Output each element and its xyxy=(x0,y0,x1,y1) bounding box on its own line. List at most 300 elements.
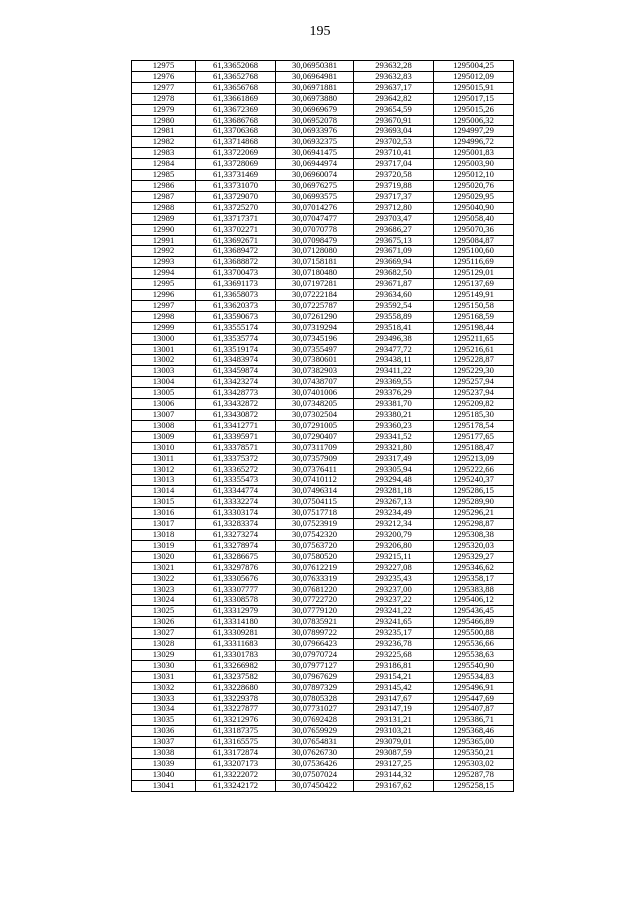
x-coordinate-cell: 293144,32 xyxy=(354,769,434,780)
table-row xyxy=(132,410,514,421)
x-coordinate-cell: 293411,22 xyxy=(354,366,434,377)
x-coordinate-cell: 293103,21 xyxy=(354,726,434,737)
table-row xyxy=(132,704,514,715)
longitude-cell: 30,07311709 xyxy=(276,442,354,453)
x-coordinate-cell: 293686,27 xyxy=(354,224,434,235)
longitude-cell: 30,06944974 xyxy=(276,159,354,170)
latitude-cell: 61,33689472 xyxy=(196,246,276,257)
point-number-cell: 13031 xyxy=(132,671,196,682)
x-coordinate-cell: 293200,79 xyxy=(354,529,434,540)
point-number-cell: 13021 xyxy=(132,562,196,573)
x-coordinate-cell: 293671,09 xyxy=(354,246,434,257)
x-coordinate-cell: 293237,00 xyxy=(354,584,434,595)
latitude-cell: 61,33661869 xyxy=(196,93,276,104)
table-row xyxy=(132,715,514,726)
latitude-cell: 61,33620373 xyxy=(196,300,276,311)
point-number-cell: 13023 xyxy=(132,584,196,595)
table-row xyxy=(132,148,514,159)
y-coordinate-cell: 1295358,17 xyxy=(434,573,514,584)
longitude-cell: 30,06941475 xyxy=(276,148,354,159)
latitude-cell: 61,33344774 xyxy=(196,486,276,497)
latitude-cell: 61,33428773 xyxy=(196,388,276,399)
longitude-cell: 30,07563720 xyxy=(276,540,354,551)
y-coordinate-cell: 1295209,82 xyxy=(434,399,514,410)
longitude-cell: 30,07128080 xyxy=(276,246,354,257)
point-number-cell: 13001 xyxy=(132,344,196,355)
longitude-cell: 30,07970724 xyxy=(276,649,354,660)
longitude-cell: 30,07401006 xyxy=(276,388,354,399)
y-coordinate-cell: 1295168,59 xyxy=(434,311,514,322)
longitude-cell: 30,07070778 xyxy=(276,224,354,235)
table-row xyxy=(132,617,514,628)
x-coordinate-cell: 293637,17 xyxy=(354,82,434,93)
latitude-cell: 61,33483974 xyxy=(196,355,276,366)
y-coordinate-cell: 1295258,15 xyxy=(434,780,514,791)
latitude-cell: 61,33725270 xyxy=(196,202,276,213)
table-row xyxy=(132,180,514,191)
x-coordinate-cell: 293145,42 xyxy=(354,682,434,693)
x-coordinate-cell: 293236,78 xyxy=(354,639,434,650)
point-number-cell: 13022 xyxy=(132,573,196,584)
x-coordinate-cell: 293267,13 xyxy=(354,497,434,508)
y-coordinate-cell: 1295289,90 xyxy=(434,497,514,508)
x-coordinate-cell: 293438,11 xyxy=(354,355,434,366)
x-coordinate-cell: 293127,25 xyxy=(354,759,434,770)
table-row xyxy=(132,682,514,693)
table-row xyxy=(132,573,514,584)
x-coordinate-cell: 293186,81 xyxy=(354,660,434,671)
y-coordinate-cell: 1295386,71 xyxy=(434,715,514,726)
table-row xyxy=(132,213,514,224)
y-coordinate-cell: 1295407,87 xyxy=(434,704,514,715)
longitude-cell: 30,07580520 xyxy=(276,551,354,562)
latitude-cell: 61,33311683 xyxy=(196,639,276,650)
y-coordinate-cell: 1295257,94 xyxy=(434,377,514,388)
longitude-cell: 30,07410112 xyxy=(276,475,354,486)
longitude-cell: 30,06993575 xyxy=(276,191,354,202)
latitude-cell: 61,33702271 xyxy=(196,224,276,235)
point-number-cell: 13007 xyxy=(132,410,196,421)
longitude-cell: 30,07380601 xyxy=(276,355,354,366)
table-row xyxy=(132,159,514,170)
point-number-cell: 13013 xyxy=(132,475,196,486)
x-coordinate-cell: 293669,94 xyxy=(354,257,434,268)
x-coordinate-cell: 293131,21 xyxy=(354,715,434,726)
point-number-cell: 12982 xyxy=(132,137,196,148)
x-coordinate-cell: 293693,04 xyxy=(354,126,434,137)
y-coordinate-cell: 1295365,00 xyxy=(434,737,514,748)
latitude-cell: 61,33303174 xyxy=(196,508,276,519)
point-number-cell: 12987 xyxy=(132,191,196,202)
longitude-cell: 30,07180480 xyxy=(276,268,354,279)
point-number-cell: 12991 xyxy=(132,235,196,246)
table-row xyxy=(132,322,514,333)
latitude-cell: 61,33365272 xyxy=(196,464,276,475)
latitude-cell: 61,33731469 xyxy=(196,170,276,181)
latitude-cell: 61,33395971 xyxy=(196,431,276,442)
longitude-cell: 30,06960074 xyxy=(276,170,354,181)
x-coordinate-cell: 293381,70 xyxy=(354,399,434,410)
longitude-cell: 30,07633319 xyxy=(276,573,354,584)
latitude-cell: 61,33555174 xyxy=(196,322,276,333)
latitude-cell: 61,33412771 xyxy=(196,420,276,431)
latitude-cell: 61,33722069 xyxy=(196,148,276,159)
x-coordinate-cell: 293682,50 xyxy=(354,268,434,279)
x-coordinate-cell: 293154,21 xyxy=(354,671,434,682)
longitude-cell: 30,06969679 xyxy=(276,104,354,115)
point-number-cell: 12986 xyxy=(132,180,196,191)
longitude-cell: 30,07692428 xyxy=(276,715,354,726)
latitude-cell: 61,33375372 xyxy=(196,453,276,464)
table-row xyxy=(132,191,514,202)
point-number-cell: 12985 xyxy=(132,170,196,181)
table-row xyxy=(132,551,514,562)
x-coordinate-cell: 293147,67 xyxy=(354,693,434,704)
y-coordinate-cell: 1295029,95 xyxy=(434,191,514,202)
table-row xyxy=(132,268,514,279)
longitude-cell: 30,07450422 xyxy=(276,780,354,791)
latitude-cell: 61,33423274 xyxy=(196,377,276,388)
longitude-cell: 30,07517718 xyxy=(276,508,354,519)
y-coordinate-cell: 1295188,47 xyxy=(434,442,514,453)
longitude-cell: 30,07302504 xyxy=(276,410,354,421)
table-row xyxy=(132,202,514,213)
longitude-cell: 30,07731027 xyxy=(276,704,354,715)
latitude-cell: 61,33314180 xyxy=(196,617,276,628)
point-number-cell: 13030 xyxy=(132,660,196,671)
y-coordinate-cell: 1295296,21 xyxy=(434,508,514,519)
latitude-cell: 61,33172874 xyxy=(196,748,276,759)
point-number-cell: 12989 xyxy=(132,213,196,224)
point-number-cell: 12992 xyxy=(132,246,196,257)
longitude-cell: 30,07047477 xyxy=(276,213,354,224)
table-row xyxy=(132,442,514,453)
point-number-cell: 13032 xyxy=(132,682,196,693)
table-row xyxy=(132,508,514,519)
latitude-cell: 61,33187375 xyxy=(196,726,276,737)
y-coordinate-cell: 1295020,76 xyxy=(434,180,514,191)
latitude-cell: 61,33688872 xyxy=(196,257,276,268)
point-number-cell: 13016 xyxy=(132,508,196,519)
x-coordinate-cell: 293241,65 xyxy=(354,617,434,628)
x-coordinate-cell: 293717,04 xyxy=(354,159,434,170)
point-number-cell: 13025 xyxy=(132,606,196,617)
latitude-cell: 61,33207173 xyxy=(196,759,276,770)
latitude-cell: 61,33312979 xyxy=(196,606,276,617)
x-coordinate-cell: 293167,62 xyxy=(354,780,434,791)
latitude-cell: 61,33266982 xyxy=(196,660,276,671)
table-row xyxy=(132,759,514,770)
x-coordinate-cell: 293671,87 xyxy=(354,279,434,290)
x-coordinate-cell: 293477,72 xyxy=(354,344,434,355)
x-coordinate-cell: 293225,68 xyxy=(354,649,434,660)
latitude-cell: 61,33652768 xyxy=(196,71,276,82)
table-row xyxy=(132,388,514,399)
latitude-cell: 61,33228680 xyxy=(196,682,276,693)
y-coordinate-cell: 1295368,46 xyxy=(434,726,514,737)
latitude-cell: 61,33535774 xyxy=(196,333,276,344)
x-coordinate-cell: 293717,37 xyxy=(354,191,434,202)
latitude-cell: 61,33273274 xyxy=(196,529,276,540)
point-number-cell: 13017 xyxy=(132,519,196,530)
latitude-cell: 61,33714868 xyxy=(196,137,276,148)
coordinates-table xyxy=(131,60,514,792)
longitude-cell: 30,07659929 xyxy=(276,726,354,737)
table-row xyxy=(132,748,514,759)
x-coordinate-cell: 293235,43 xyxy=(354,573,434,584)
latitude-cell: 61,33308578 xyxy=(196,595,276,606)
point-number-cell: 13019 xyxy=(132,540,196,551)
y-coordinate-cell: 1295137,69 xyxy=(434,279,514,290)
longitude-cell: 30,07681220 xyxy=(276,584,354,595)
latitude-cell: 61,33283374 xyxy=(196,519,276,530)
y-coordinate-cell: 1294997,29 xyxy=(434,126,514,137)
x-coordinate-cell: 293235,17 xyxy=(354,628,434,639)
y-coordinate-cell: 1295015,91 xyxy=(434,82,514,93)
x-coordinate-cell: 293294,48 xyxy=(354,475,434,486)
latitude-cell: 61,33229378 xyxy=(196,693,276,704)
table-row xyxy=(132,606,514,617)
y-coordinate-cell: 1295240,37 xyxy=(434,475,514,486)
longitude-cell: 30,07014276 xyxy=(276,202,354,213)
table-row xyxy=(132,737,514,748)
y-coordinate-cell: 1295286,15 xyxy=(434,486,514,497)
table-row xyxy=(132,431,514,442)
point-number-cell: 13040 xyxy=(132,769,196,780)
point-number-cell: 13006 xyxy=(132,399,196,410)
y-coordinate-cell: 1295178,54 xyxy=(434,420,514,431)
point-number-cell: 13004 xyxy=(132,377,196,388)
y-coordinate-cell: 1295070,36 xyxy=(434,224,514,235)
point-number-cell: 13033 xyxy=(132,693,196,704)
point-number-cell: 12990 xyxy=(132,224,196,235)
latitude-cell: 61,33307777 xyxy=(196,584,276,595)
x-coordinate-cell: 293712,80 xyxy=(354,202,434,213)
latitude-cell: 61,33692671 xyxy=(196,235,276,246)
y-coordinate-cell: 1295229,30 xyxy=(434,366,514,377)
y-coordinate-cell: 1295298,87 xyxy=(434,519,514,530)
latitude-cell: 61,33656768 xyxy=(196,82,276,93)
y-coordinate-cell: 1295536,66 xyxy=(434,639,514,650)
x-coordinate-cell: 293518,41 xyxy=(354,322,434,333)
table-row xyxy=(132,399,514,410)
y-coordinate-cell: 1295116,69 xyxy=(434,257,514,268)
table-row xyxy=(132,93,514,104)
table-row xyxy=(132,279,514,290)
latitude-cell: 61,33700473 xyxy=(196,268,276,279)
point-number-cell: 13037 xyxy=(132,737,196,748)
point-number-cell: 13003 xyxy=(132,366,196,377)
longitude-cell: 30,07319294 xyxy=(276,322,354,333)
y-coordinate-cell: 1295538,63 xyxy=(434,649,514,660)
y-coordinate-cell: 1295303,02 xyxy=(434,759,514,770)
table-row xyxy=(132,71,514,82)
y-coordinate-cell: 1295012,09 xyxy=(434,71,514,82)
y-coordinate-cell: 1295003,90 xyxy=(434,159,514,170)
point-number-cell: 13038 xyxy=(132,748,196,759)
longitude-cell: 30,07222184 xyxy=(276,290,354,301)
y-coordinate-cell: 1295012,10 xyxy=(434,170,514,181)
y-coordinate-cell: 1295329,27 xyxy=(434,551,514,562)
longitude-cell: 30,07523919 xyxy=(276,519,354,530)
table-row xyxy=(132,355,514,366)
point-number-cell: 13010 xyxy=(132,442,196,453)
longitude-cell: 30,06932375 xyxy=(276,137,354,148)
latitude-cell: 61,33717371 xyxy=(196,213,276,224)
y-coordinate-cell: 1295496,91 xyxy=(434,682,514,693)
y-coordinate-cell: 1295216,61 xyxy=(434,344,514,355)
longitude-cell: 30,07626730 xyxy=(276,748,354,759)
x-coordinate-cell: 293341,52 xyxy=(354,431,434,442)
y-coordinate-cell: 1295017,15 xyxy=(434,93,514,104)
page-number: 195 xyxy=(309,24,331,39)
point-number-cell: 13041 xyxy=(132,780,196,791)
longitude-cell: 30,06950381 xyxy=(276,61,354,72)
table-row xyxy=(132,311,514,322)
point-number-cell: 12999 xyxy=(132,322,196,333)
table-row xyxy=(132,529,514,540)
latitude-cell: 61,33432872 xyxy=(196,399,276,410)
latitude-cell: 61,33286675 xyxy=(196,551,276,562)
x-coordinate-cell: 293206,80 xyxy=(354,540,434,551)
y-coordinate-cell: 1295228,87 xyxy=(434,355,514,366)
point-number-cell: 12976 xyxy=(132,71,196,82)
latitude-cell: 61,33731070 xyxy=(196,180,276,191)
table-row xyxy=(132,170,514,181)
latitude-cell: 61,33590673 xyxy=(196,311,276,322)
x-coordinate-cell: 293215,11 xyxy=(354,551,434,562)
latitude-cell: 61,33297876 xyxy=(196,562,276,573)
y-coordinate-cell: 1295177,65 xyxy=(434,431,514,442)
latitude-cell: 61,33729070 xyxy=(196,191,276,202)
latitude-cell: 61,33305676 xyxy=(196,573,276,584)
point-number-cell: 12983 xyxy=(132,148,196,159)
x-coordinate-cell: 293087,59 xyxy=(354,748,434,759)
table-row xyxy=(132,235,514,246)
y-coordinate-cell: 1295406,12 xyxy=(434,595,514,606)
x-coordinate-cell: 293675,13 xyxy=(354,235,434,246)
point-number-cell: 13026 xyxy=(132,617,196,628)
point-number-cell: 13009 xyxy=(132,431,196,442)
longitude-cell: 30,06973880 xyxy=(276,93,354,104)
table-row xyxy=(132,300,514,311)
x-coordinate-cell: 293592,54 xyxy=(354,300,434,311)
table-row xyxy=(132,224,514,235)
table-row xyxy=(132,126,514,137)
table-row xyxy=(132,82,514,93)
point-number-cell: 12977 xyxy=(132,82,196,93)
table-row xyxy=(132,540,514,551)
y-coordinate-cell: 1295534,83 xyxy=(434,671,514,682)
x-coordinate-cell: 293079,01 xyxy=(354,737,434,748)
latitude-cell: 61,33355473 xyxy=(196,475,276,486)
table-row xyxy=(132,61,514,72)
y-coordinate-cell: 1295350,21 xyxy=(434,748,514,759)
x-coordinate-cell: 293380,21 xyxy=(354,410,434,421)
x-coordinate-cell: 293147,19 xyxy=(354,704,434,715)
table-row xyxy=(132,562,514,573)
y-coordinate-cell: 1295447,69 xyxy=(434,693,514,704)
point-number-cell: 13035 xyxy=(132,715,196,726)
latitude-cell: 61,33309281 xyxy=(196,628,276,639)
latitude-cell: 61,33222072 xyxy=(196,769,276,780)
x-coordinate-cell: 293634,60 xyxy=(354,290,434,301)
longitude-cell: 30,07438707 xyxy=(276,377,354,388)
longitude-cell: 30,07098479 xyxy=(276,235,354,246)
latitude-cell: 61,33652068 xyxy=(196,61,276,72)
point-number-cell: 13012 xyxy=(132,464,196,475)
x-coordinate-cell: 293281,18 xyxy=(354,486,434,497)
table-row xyxy=(132,115,514,126)
point-number-cell: 12988 xyxy=(132,202,196,213)
point-number-cell: 13014 xyxy=(132,486,196,497)
table-row xyxy=(132,769,514,780)
point-number-cell: 13036 xyxy=(132,726,196,737)
longitude-cell: 30,07496314 xyxy=(276,486,354,497)
x-coordinate-cell: 293719,88 xyxy=(354,180,434,191)
coordinates-table-body xyxy=(132,61,514,792)
longitude-cell: 30,06964981 xyxy=(276,71,354,82)
y-coordinate-cell: 1295308,38 xyxy=(434,529,514,540)
point-number-cell: 12980 xyxy=(132,115,196,126)
point-number-cell: 12996 xyxy=(132,290,196,301)
point-number-cell: 12975 xyxy=(132,61,196,72)
longitude-cell: 30,07261290 xyxy=(276,311,354,322)
x-coordinate-cell: 293305,94 xyxy=(354,464,434,475)
y-coordinate-cell: 1295040,90 xyxy=(434,202,514,213)
x-coordinate-cell: 293632,28 xyxy=(354,61,434,72)
point-number-cell: 13005 xyxy=(132,388,196,399)
x-coordinate-cell: 293317,49 xyxy=(354,453,434,464)
table-row xyxy=(132,137,514,148)
point-number-cell: 12994 xyxy=(132,268,196,279)
x-coordinate-cell: 293212,34 xyxy=(354,519,434,530)
table-row xyxy=(132,290,514,301)
table-row xyxy=(132,344,514,355)
table-row xyxy=(132,246,514,257)
x-coordinate-cell: 293654,59 xyxy=(354,104,434,115)
y-coordinate-cell: 1294996,72 xyxy=(434,137,514,148)
y-coordinate-cell: 1295346,62 xyxy=(434,562,514,573)
point-number-cell: 13029 xyxy=(132,649,196,660)
y-coordinate-cell: 1295150,58 xyxy=(434,300,514,311)
point-number-cell: 13024 xyxy=(132,595,196,606)
longitude-cell: 30,07654831 xyxy=(276,737,354,748)
latitude-cell: 61,33728069 xyxy=(196,159,276,170)
longitude-cell: 30,07504115 xyxy=(276,497,354,508)
point-number-cell: 13020 xyxy=(132,551,196,562)
point-number-cell: 13008 xyxy=(132,420,196,431)
latitude-cell: 61,33706368 xyxy=(196,126,276,137)
latitude-cell: 61,33459874 xyxy=(196,366,276,377)
x-coordinate-cell: 293237,22 xyxy=(354,595,434,606)
point-number-cell: 12997 xyxy=(132,300,196,311)
table-row xyxy=(132,671,514,682)
latitude-cell: 61,33301783 xyxy=(196,649,276,660)
y-coordinate-cell: 1295129,01 xyxy=(434,268,514,279)
x-coordinate-cell: 293558,89 xyxy=(354,311,434,322)
y-coordinate-cell: 1295540,90 xyxy=(434,660,514,671)
table-row xyxy=(132,649,514,660)
point-number-cell: 13000 xyxy=(132,333,196,344)
point-number-cell: 13034 xyxy=(132,704,196,715)
x-coordinate-cell: 293710,41 xyxy=(354,148,434,159)
x-coordinate-cell: 293670,91 xyxy=(354,115,434,126)
y-coordinate-cell: 1295466,89 xyxy=(434,617,514,628)
y-coordinate-cell: 1295213,09 xyxy=(434,453,514,464)
y-coordinate-cell: 1295149,91 xyxy=(434,290,514,301)
point-number-cell: 13015 xyxy=(132,497,196,508)
